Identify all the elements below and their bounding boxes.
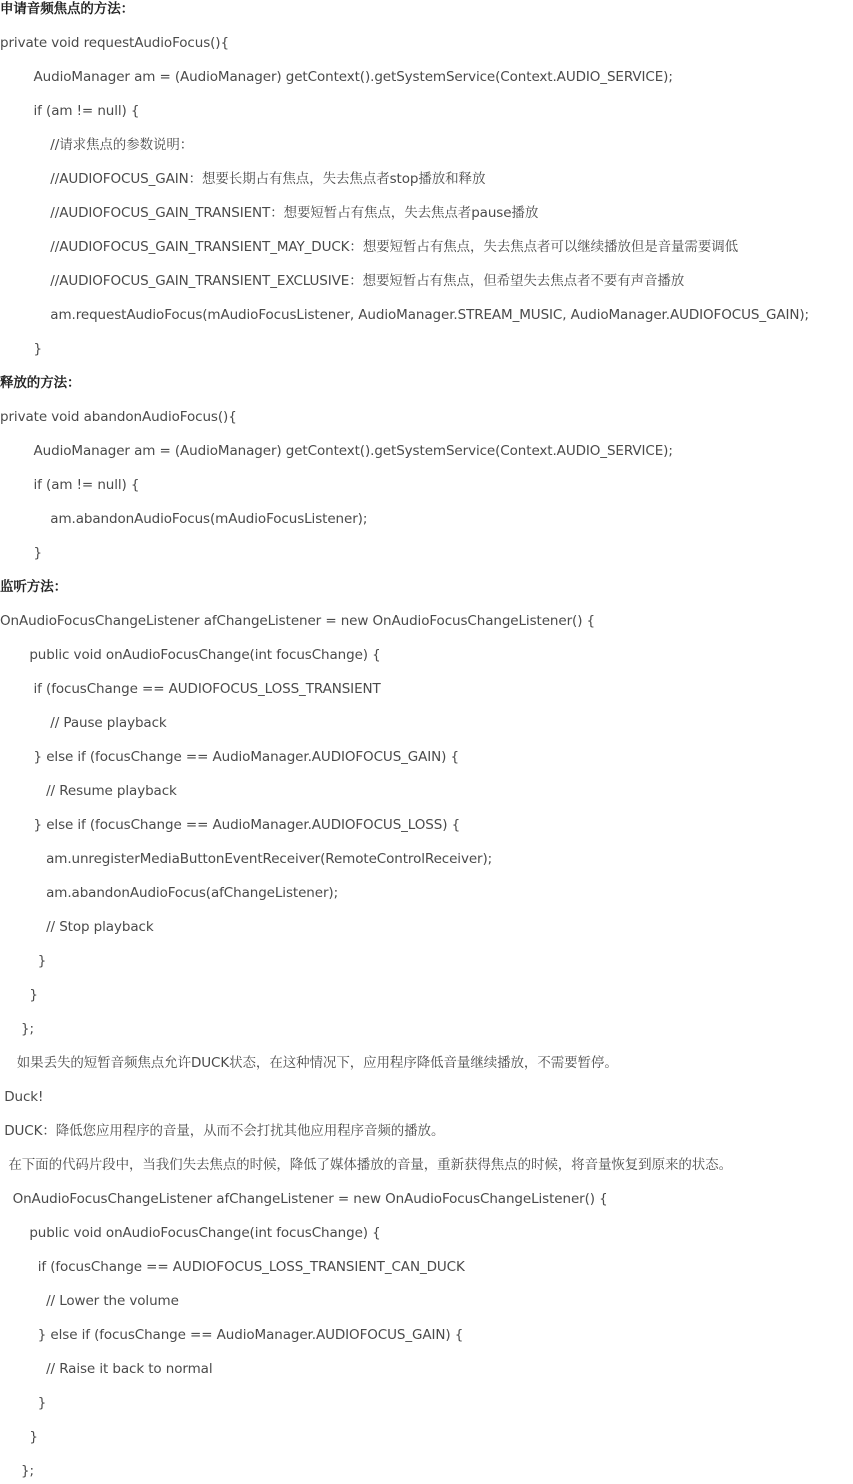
text-line: //AUDIOFOCUS_GAIN_TRANSIENT_MAY_DUCK：想要短暂占有焦点，失去焦点者可以继续播放但是音量需要调低: [0, 239, 739, 255]
text-line: //请求焦点的参数说明：: [0, 137, 194, 153]
text-line: // Pause playback: [0, 715, 167, 731]
text-line: //AUDIOFOCUS_GAIN：想要长期占有焦点，失去焦点者stop播放和释放: [0, 171, 486, 187]
text-line: if (focusChange == AUDIOFOCUS_LOSS_TRANSIENT_CAN_DUCK: [0, 1259, 465, 1275]
text-line: DUCK：降低您应用程序的音量，从而不会打扰其他应用程序音频的播放。: [0, 1123, 445, 1139]
text-line: }: [0, 341, 43, 357]
text-line: // Lower the volume: [0, 1293, 179, 1309]
text-line: //AUDIOFOCUS_GAIN_TRANSIENT_EXCLUSIVE：想要短暂占有焦点，但希望失去焦点者不要有声音播放: [0, 273, 685, 289]
text-line: Duck!: [0, 1089, 44, 1105]
text-line: } else if (focusChange == AudioManager.AUDIOFOCUS_LOSS) {: [0, 817, 461, 833]
text-line: AudioManager am = (AudioManager) getContext().getSystemService(Context.AUDIO_SERVICE);: [0, 69, 673, 85]
text-line: //AUDIOFOCUS_GAIN_TRANSIENT：想要短暂占有焦点，失去焦点者pause播放: [0, 205, 539, 221]
section-heading: 释放的方法：: [0, 375, 81, 391]
text-line: // Stop playback: [0, 919, 154, 935]
text-line: };: [0, 1463, 34, 1479]
section-heading: 监听方法：: [0, 579, 67, 595]
text-line: am.unregisterMediaButtonEventReceiver(RemoteControlReceiver);: [0, 851, 493, 867]
section-heading: 申请音频焦点的方法：: [0, 1, 134, 17]
text-line: } else if (focusChange == AudioManager.AUDIOFOCUS_GAIN) {: [0, 1327, 464, 1343]
text-line: public void onAudioFocusChange(int focusChange) {: [0, 1225, 381, 1241]
text-line: };: [0, 1021, 34, 1037]
text-line: } else if (focusChange == AudioManager.AUDIOFOCUS_GAIN) {: [0, 749, 460, 765]
text-line: if (am != null) {: [0, 103, 140, 119]
text-line: am.abandonAudioFocus(afChangeListener);: [0, 885, 339, 901]
text-line: }: [0, 1395, 47, 1411]
text-line: }: [0, 953, 47, 969]
text-line: }: [0, 987, 38, 1003]
text-line: private void abandonAudioFocus(){: [0, 409, 237, 425]
text-line: }: [0, 545, 43, 561]
text-line: }: [0, 1429, 38, 1445]
text-line: // Resume playback: [0, 783, 177, 799]
text-line: OnAudioFocusChangeListener afChangeListener = new OnAudioFocusChangeListener() {: [0, 613, 596, 629]
text-line: 在下面的代码片段中，当我们失去焦点的时候，降低了媒体播放的音量，重新获得焦点的时候，将音量恢复到原来的状态。: [0, 1157, 732, 1173]
text-line: public void onAudioFocusChange(int focusChange) {: [0, 647, 381, 663]
text-line: private void requestAudioFocus(){: [0, 35, 229, 51]
text-line: if (am != null) {: [0, 477, 140, 493]
text-line: AudioManager am = (AudioManager) getContext().getSystemService(Context.AUDIO_SERVICE);: [0, 443, 673, 459]
text-line: OnAudioFocusChangeListener afChangeListener = new OnAudioFocusChangeListener() {: [0, 1191, 608, 1207]
text-line: // Raise it back to normal: [0, 1361, 213, 1377]
text-line: 如果丢失的短暂音频焦点允许DUCK状态，在这种情况下，应用程序降低音量继续播放，不需要暂停。: [0, 1055, 618, 1071]
text-line: if (focusChange == AUDIOFOCUS_LOSS_TRANSIENT: [0, 681, 381, 697]
text-line: am.requestAudioFocus(mAudioFocusListener, AudioManager.STREAM_MUSIC, AudioManager.AUDIOFOCUS_GAIN);: [0, 307, 809, 323]
text-line: am.abandonAudioFocus(mAudioFocusListener);: [0, 511, 368, 527]
